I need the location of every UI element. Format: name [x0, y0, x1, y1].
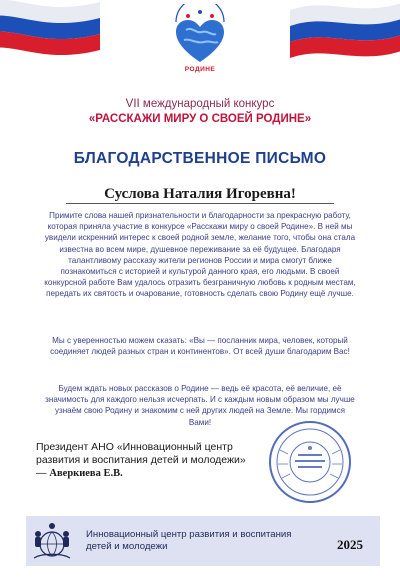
contest-name: «РАССКАЖИ МИРУ О СВОЕЙ РОДИНЕ» — [88, 113, 312, 125]
flag-ribbon-right — [290, 0, 400, 74]
body-paragraph-1: Примите слова нашей признательности и благодарности за прекрасную работу, которая приняла участие в конкурсе «Расскажи миру о своей Родине». В ней мы увидели искренний интерес к своей родной земле, желание того, чтобы она стала известна во всем мире, душевное переживание за её будущее. Благодаря талантливому рассказу жители регионов России и мира смогут ближе познакомиться с историей и культурой данного края, его людьми. В своей конкурсной работе Вам удалось отразить безграничную любовь к родным местам, передать их святость и очарование, готовность сделать свою Родину ещё лучше. — [44, 211, 356, 299]
recipient-underline — [66, 203, 334, 204]
document-title: БЛАГОДАРСТВЕННОЕ ПИСЬМО — [73, 150, 327, 167]
footer-org-name: Инновационный центр развития и воспитания детей и молодежи — [86, 529, 292, 552]
signer-name: Аверкиева Е.В. — [49, 468, 123, 479]
footer-year: 2025 — [337, 537, 363, 552]
children-globe-icon — [30, 520, 74, 562]
flag-ribbon-left — [0, 0, 100, 74]
body-paragraph-2: Мы с уверенностью можем сказать: «Вы — посланник мира, человек, который соединяет людей разных стран и континентов». От всей души благодарим Вас! — [50, 336, 350, 357]
logo-caption: РОДИНЕ — [184, 66, 216, 73]
contest-subtitle: VII международный конкурс — [125, 98, 275, 110]
official-seal-icon — [268, 420, 352, 504]
signature-block — [36, 441, 256, 480]
signer-title: Президент АНО «Инновационный центр развития и воспитания детей и молодежи» — — [36, 441, 246, 479]
recipient-name: Суслова Наталия Игоревна! — [104, 186, 296, 202]
body-paragraph-3: Будем ждать новых рассказов о Родине — ведь её красота, её величие, её значимость для каждого нельзя исчерпать. И с каждым новым образом мы лучше узнаём свою Родину и знакомим с ней других людей на Земле. Мы гордимся Вами! — [45, 384, 355, 427]
